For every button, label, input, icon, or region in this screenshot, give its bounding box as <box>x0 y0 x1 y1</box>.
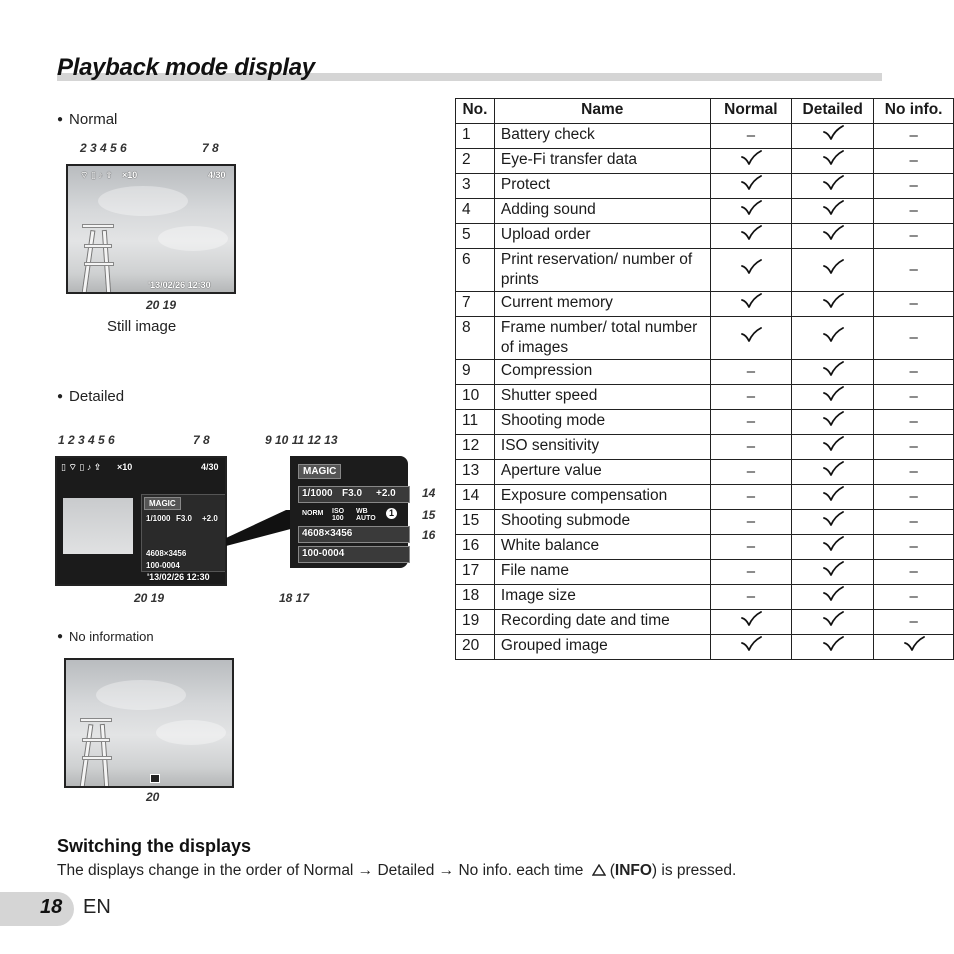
table-row <box>456 460 954 485</box>
table-row <box>456 249 954 292</box>
cell-normal <box>710 485 792 510</box>
zoom-wb: WB AUTO <box>356 508 376 522</box>
cell-no: 13 <box>456 460 495 485</box>
cell-detailed <box>792 635 874 660</box>
table-row <box>456 292 954 317</box>
header-name: Name <box>494 99 710 124</box>
dash-mark: – <box>746 563 756 580</box>
cell-no: 3 <box>456 174 495 199</box>
zoom-submode-badge: 1 <box>386 508 397 519</box>
dash-mark: – <box>909 588 918 605</box>
display-items-table-wrap <box>455 98 954 660</box>
cell-noinfo <box>874 410 954 435</box>
detailed-screen <box>55 456 227 586</box>
cell-detailed <box>792 460 874 485</box>
detailed-frame-number: 4/30 <box>201 462 219 472</box>
cell-no: 17 <box>456 560 495 585</box>
dash-mark: – <box>909 488 918 505</box>
cell-detailed <box>792 249 874 292</box>
cell-detailed <box>792 385 874 410</box>
info-button-label: INFO <box>614 862 652 879</box>
noinfo-label: ● No information <box>57 629 154 644</box>
cell-detailed <box>792 224 874 249</box>
normal-status-icons: ⌔ ▯ ♪ ⇪ <box>80 170 113 180</box>
cell-no: 1 <box>456 124 495 149</box>
cell-noinfo <box>874 174 954 199</box>
cell-noinfo <box>874 560 954 585</box>
dash-mark: – <box>746 463 756 480</box>
detailed-info-panel <box>141 494 227 572</box>
cell-normal <box>710 292 792 317</box>
cell-name: Adding sound <box>494 199 710 224</box>
detailed-callouts-zoom-top: 9 10 11 12 13 <box>265 433 338 447</box>
check-icon <box>822 200 844 216</box>
cell-detailed <box>792 510 874 535</box>
normal-frame-number: 4/30 <box>208 170 226 180</box>
zoom-aperture: F3.0 <box>342 488 363 499</box>
cell-no: 6 <box>456 249 495 292</box>
cell-no: 18 <box>456 585 495 610</box>
callout-14: 14 <box>422 486 436 500</box>
cell-name: ISO sensitivity <box>494 435 710 460</box>
dash-mark: – <box>909 227 918 244</box>
check-icon <box>822 511 844 527</box>
cell-no: 8 <box>456 317 495 360</box>
dash-mark: – <box>909 177 918 194</box>
check-icon <box>740 327 762 343</box>
table-row <box>456 610 954 635</box>
cell-detailed <box>792 560 874 585</box>
detailed-exposure-small: +2.0 <box>202 514 218 523</box>
cell-normal <box>710 610 792 635</box>
cell-noinfo <box>874 360 954 385</box>
header-detailed: Detailed <box>792 99 874 124</box>
dash-mark: – <box>909 563 918 580</box>
table-row <box>456 485 954 510</box>
normal-callouts-bottom: 20 19 <box>146 298 177 312</box>
check-icon <box>740 293 762 309</box>
table-row <box>456 535 954 560</box>
detailed-callouts-bottom-left: 20 19 <box>134 591 165 605</box>
zoom-norm: NORM <box>302 510 324 517</box>
table-row <box>456 149 954 174</box>
dash-mark: – <box>909 613 918 630</box>
table-row <box>456 174 954 199</box>
cell-name: Shooting mode <box>494 410 710 435</box>
cell-normal <box>710 149 792 174</box>
check-icon <box>740 175 762 191</box>
check-icon <box>740 150 762 166</box>
cell-name: File name <box>494 560 710 585</box>
check-icon <box>822 436 844 452</box>
cell-detailed <box>792 292 874 317</box>
zoom-image-size: 4608×3456 <box>302 528 353 539</box>
cell-name: Battery check <box>494 124 710 149</box>
detailed-shutter-small: 1/1000 <box>146 514 171 523</box>
cell-no: 5 <box>456 224 495 249</box>
check-icon <box>822 125 844 141</box>
cell-normal <box>710 124 792 149</box>
cell-noinfo <box>874 124 954 149</box>
cell-name: White balance <box>494 535 710 560</box>
detailed-callouts-zoom-bottom: 18 17 <box>279 591 310 605</box>
table-row <box>456 410 954 435</box>
check-icon <box>740 636 762 652</box>
detailed-magic-badge: MAGIC <box>144 497 181 510</box>
cell-name: Protect <box>494 174 710 199</box>
dash-mark: – <box>746 588 756 605</box>
check-icon <box>822 175 844 191</box>
cell-no: 12 <box>456 435 495 460</box>
page-language: EN <box>83 896 111 918</box>
cell-noinfo <box>874 317 954 360</box>
normal-datetime: '13/02/26 12:30 <box>148 280 211 290</box>
cell-no: 16 <box>456 535 495 560</box>
check-icon <box>822 611 844 627</box>
detailed-callouts-top-right: 7 8 <box>193 433 210 447</box>
table-row <box>456 199 954 224</box>
table-body <box>456 124 954 660</box>
cell-normal <box>710 635 792 660</box>
detailed-callouts-top: 1 2 3 4 5 6 <box>58 433 115 447</box>
grouped-image-icon <box>150 774 160 783</box>
lifeguard-tower-image <box>78 216 118 292</box>
header-normal: Normal <box>710 99 792 124</box>
cell-normal <box>710 385 792 410</box>
cell-detailed <box>792 360 874 385</box>
cell-detailed <box>792 435 874 460</box>
zoom-file-name: 100-0004 <box>302 548 345 559</box>
check-icon <box>822 259 844 275</box>
cell-normal <box>710 249 792 292</box>
dash-mark: – <box>746 127 756 144</box>
switching-text-before: The displays change in the order of Normal → Detailed → No info. each time <box>57 862 584 879</box>
triangle-button-icon <box>592 864 606 876</box>
zoom-magic-badge: MAGIC <box>298 464 341 479</box>
table-row <box>456 510 954 535</box>
cell-normal <box>710 435 792 460</box>
check-icon <box>822 150 844 166</box>
cell-noinfo <box>874 385 954 410</box>
cell-detailed <box>792 174 874 199</box>
cell-name: Shooting submode <box>494 510 710 535</box>
cell-name: Print reservation/ number of prints <box>494 249 710 292</box>
cell-noinfo <box>874 249 954 292</box>
header-no: No. <box>456 99 495 124</box>
check-icon <box>740 611 762 627</box>
cell-no: 19 <box>456 610 495 635</box>
dash-mark: – <box>746 363 756 380</box>
detailed-size-small: 4608×3456 <box>146 549 187 558</box>
normal-callouts-top: 2 3 4 5 6 <box>80 141 127 155</box>
table-row <box>456 585 954 610</box>
cell-no: 15 <box>456 510 495 535</box>
zoom-shutter: 1/1000 <box>302 488 333 499</box>
cell-detailed <box>792 485 874 510</box>
cell-no: 20 <box>456 635 495 660</box>
dash-mark: – <box>909 363 918 380</box>
cell-name: Aperture value <box>494 460 710 485</box>
dash-mark: – <box>746 538 756 555</box>
cell-noinfo <box>874 435 954 460</box>
check-icon <box>740 200 762 216</box>
table-row <box>456 385 954 410</box>
cell-no: 2 <box>456 149 495 174</box>
table-row <box>456 224 954 249</box>
page-title: Playback mode display <box>57 54 315 81</box>
detailed-zoom-panel <box>290 456 408 568</box>
check-icon <box>903 636 925 652</box>
cell-detailed <box>792 410 874 435</box>
lifeguard-tower-image <box>76 710 116 786</box>
cell-detailed <box>792 149 874 174</box>
cell-no: 14 <box>456 485 495 510</box>
cell-detailed <box>792 317 874 360</box>
detailed-datetime: '13/02/26 12:30 <box>147 572 210 582</box>
callout-16: 16 <box>422 528 436 542</box>
cell-noinfo <box>874 292 954 317</box>
zoom-exposure: +2.0 <box>376 488 396 499</box>
detailed-thumbnail <box>63 498 133 554</box>
detailed-print-count: ×10 <box>117 462 133 472</box>
page-number-tab <box>0 892 74 926</box>
check-icon <box>740 259 762 275</box>
dash-mark: – <box>909 513 918 530</box>
table-row <box>456 124 954 149</box>
check-icon <box>822 327 844 343</box>
cell-detailed <box>792 124 874 149</box>
cell-detailed <box>792 535 874 560</box>
check-icon <box>822 486 844 502</box>
check-icon <box>822 461 844 477</box>
normal-label: ● Normal <box>57 111 117 128</box>
dash-mark: – <box>909 261 918 278</box>
dash-mark: – <box>746 513 756 530</box>
dash-mark: – <box>746 438 756 455</box>
cell-noinfo <box>874 224 954 249</box>
cell-name: Upload order <box>494 224 710 249</box>
switching-text-open: ( <box>609 862 615 879</box>
cell-no: 7 <box>456 292 495 317</box>
cell-no: 9 <box>456 360 495 385</box>
cell-name: Exposure compensation <box>494 485 710 510</box>
dash-mark: – <box>746 388 756 405</box>
cell-normal <box>710 535 792 560</box>
cell-noinfo <box>874 510 954 535</box>
check-icon <box>822 225 844 241</box>
still-image-caption: Still image <box>107 318 177 335</box>
cell-no: 11 <box>456 410 495 435</box>
switching-text-after: ) is pressed. <box>651 862 737 879</box>
normal-print-count: ×10 <box>122 170 138 180</box>
dash-mark: – <box>909 438 918 455</box>
cell-noinfo <box>874 635 954 660</box>
noinfo-callout: 20 <box>146 790 160 804</box>
dash-mark: – <box>909 202 918 219</box>
switching-text <box>57 862 736 880</box>
detailed-file-small: 100-0004 <box>146 561 180 570</box>
dash-mark: – <box>909 538 918 555</box>
normal-screen <box>66 164 236 294</box>
header-noinfo: No info. <box>874 99 954 124</box>
dash-mark: – <box>909 152 918 169</box>
table-row <box>456 435 954 460</box>
cell-normal <box>710 317 792 360</box>
check-icon <box>822 561 844 577</box>
normal-callouts-top-right: 7 8 <box>202 141 219 155</box>
check-icon <box>822 361 844 377</box>
table-header-row <box>456 99 954 124</box>
cell-noinfo <box>874 535 954 560</box>
page-number: 18 <box>40 896 63 918</box>
cell-name: Shutter speed <box>494 385 710 410</box>
cell-normal <box>710 199 792 224</box>
cell-normal <box>710 585 792 610</box>
cell-normal <box>710 510 792 535</box>
cell-name: Recording date and time <box>494 610 710 635</box>
check-icon <box>822 293 844 309</box>
cell-normal <box>710 560 792 585</box>
check-icon <box>822 536 844 552</box>
cell-noinfo <box>874 485 954 510</box>
cell-noinfo <box>874 585 954 610</box>
cell-normal <box>710 460 792 485</box>
cell-no: 10 <box>456 385 495 410</box>
zoom-iso: ISO 100 <box>332 508 345 522</box>
check-icon <box>822 411 844 427</box>
cell-detailed <box>792 199 874 224</box>
check-icon <box>822 586 844 602</box>
table-row <box>456 560 954 585</box>
table-row <box>456 635 954 660</box>
dash-mark: – <box>909 127 918 144</box>
cell-name: Image size <box>494 585 710 610</box>
cell-noinfo <box>874 460 954 485</box>
table-row <box>456 360 954 385</box>
cell-name: Frame number/ total number of images <box>494 317 710 360</box>
table-row <box>456 317 954 360</box>
noinfo-screen <box>64 658 234 788</box>
dash-mark: – <box>909 413 918 430</box>
cell-name: Compression <box>494 360 710 385</box>
check-icon <box>740 225 762 241</box>
detailed-status-icons: ▯ ⌔ ▯ ♪ ⇪ <box>61 462 102 472</box>
dash-mark: – <box>746 488 756 505</box>
check-icon <box>822 386 844 402</box>
dash-mark: – <box>909 329 918 346</box>
switching-heading: Switching the displays <box>57 836 252 856</box>
dash-mark: – <box>909 463 918 480</box>
dash-mark: – <box>746 413 756 430</box>
check-icon <box>822 636 844 652</box>
cell-noinfo <box>874 199 954 224</box>
cell-normal <box>710 410 792 435</box>
cell-no: 4 <box>456 199 495 224</box>
cell-noinfo <box>874 610 954 635</box>
cell-detailed <box>792 585 874 610</box>
cell-noinfo <box>874 149 954 174</box>
display-items-table <box>455 98 954 660</box>
detailed-aperture-small: F3.0 <box>176 514 193 523</box>
cell-name: Current memory <box>494 292 710 317</box>
cell-detailed <box>792 610 874 635</box>
cell-normal <box>710 224 792 249</box>
cell-normal <box>710 360 792 385</box>
callout-15: 15 <box>422 508 436 522</box>
dash-mark: – <box>909 388 918 405</box>
cell-name: Grouped image <box>494 635 710 660</box>
detailed-label: ● Detailed <box>57 388 124 405</box>
cell-name: Eye-Fi transfer data <box>494 149 710 174</box>
cell-normal <box>710 174 792 199</box>
dash-mark: – <box>909 295 918 312</box>
